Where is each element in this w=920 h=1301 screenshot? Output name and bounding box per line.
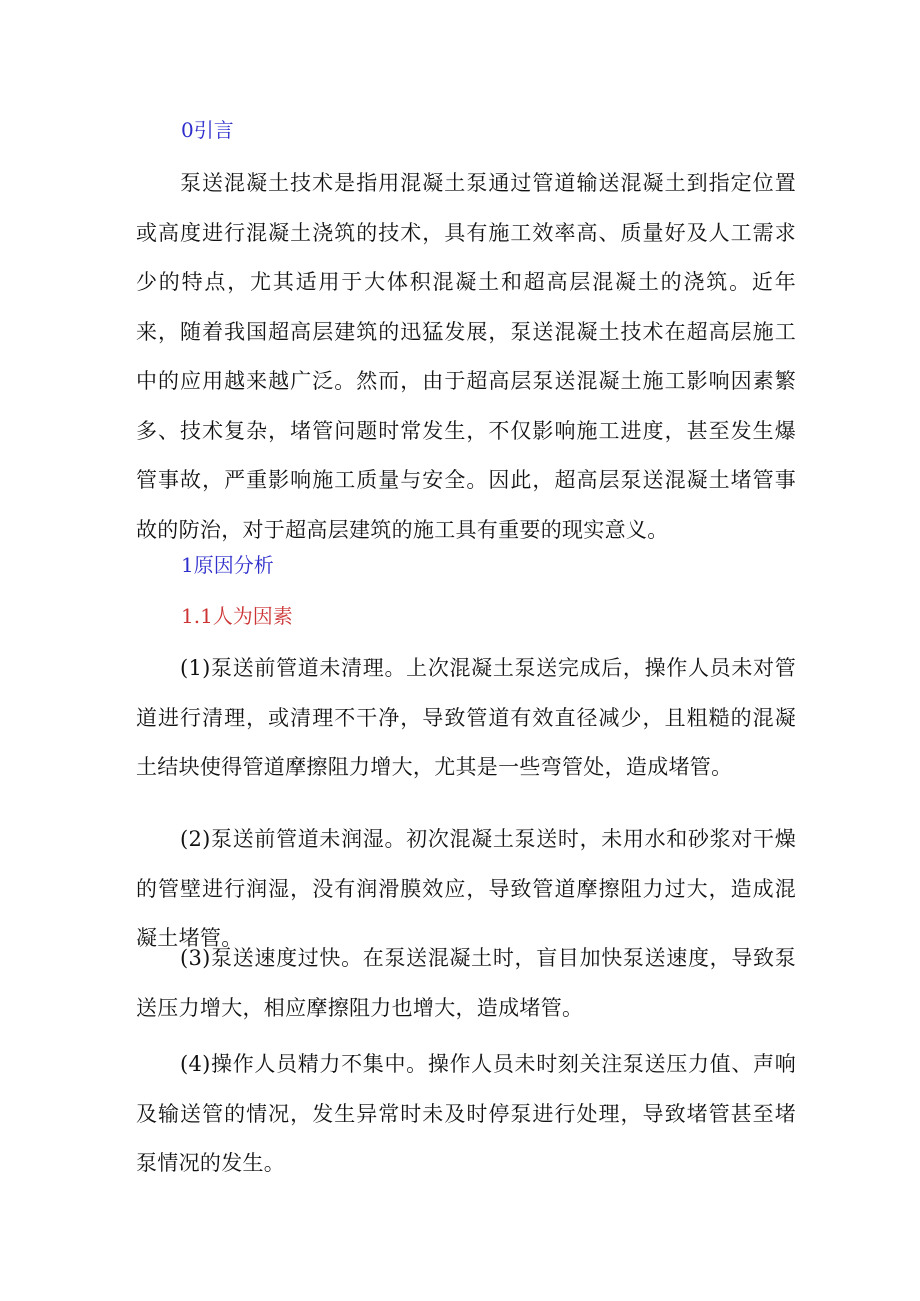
intro-paragraph: 泵送混凝土技术是指用混凝土泵通过管道输送混凝土到指定位置或高度进行混凝土浇筑的技术，具有施工效率高、质量好及人工需求少的特点，尤其适用于大体积混凝土和超高层混凝土的浇筑。近年来，随着我国超高层建筑的迅猛发展，泵送混凝土技术在超高层施工中的应用越来越广泛。然而，由于超高层泵送混凝土施工影响因素繁多、技术复杂，堵管问题时常发生，不仅影响施工进度，甚至发生爆管事故，严重影响施工质量与安全。因此，超高层泵送混凝土堵管事故的防治，对于超高层建筑的施工具有重要的现实意义。 bbox=[136, 171, 796, 542]
list-item-cause-2: (2)泵送前管道未润湿。初次混凝土泵送时，未用水和砂浆对干燥的管壁进行润湿，没有润滑膜效应，导致管道摩擦阻力过大，造成混凝土堵管。 bbox=[136, 827, 796, 950]
section-1-1-heading: 1.1人为因素 bbox=[181, 604, 293, 628]
section-1-heading: 1原因分析 bbox=[181, 553, 274, 577]
intro-heading: 0引言 bbox=[181, 118, 234, 142]
list-item-cause-3: (3)泵送速度过快。在泵送混凝土时，盲目加快泵送速度，导致泵送压力增大，相应摩擦阻力也增大，造成堵管。 bbox=[136, 946, 796, 1020]
list-item-cause-1: (1)泵送前管道未清理。上次混凝土泵送完成后，操作人员未对管道进行清理，或清理不干净，导致管道有效直径减少，且粗糙的混凝土结块使得管道摩擦阻力增大，尤其是一些弯管处，造成堵管。 bbox=[136, 656, 796, 779]
list-item-cause-4: (4)操作人员精力不集中。操作人员未时刻关注泵送压力值、声响及输送管的情况，发生异常时未及时停泵进行处理，导致堵管甚至堵泵情况的发生。 bbox=[136, 1052, 796, 1175]
